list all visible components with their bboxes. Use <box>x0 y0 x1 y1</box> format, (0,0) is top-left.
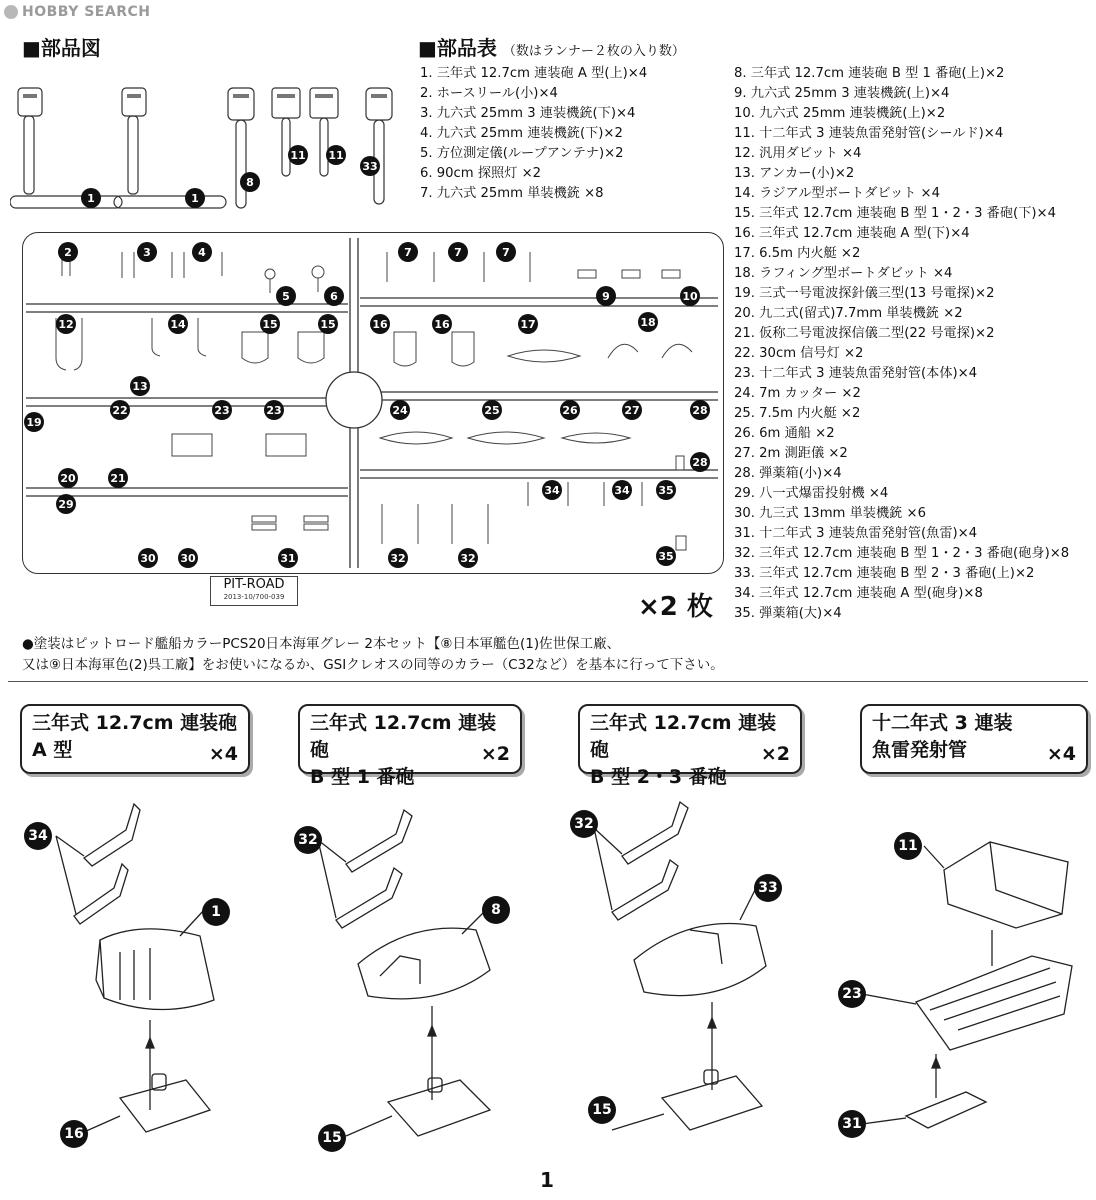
part-number-badge: 29 <box>56 494 76 514</box>
part-number-badge: 13 <box>130 376 150 396</box>
assembly-title: 三年式 12.7cm 連装砲 <box>310 712 497 761</box>
part-number-badge: 33 <box>754 874 782 902</box>
parts-list-item: 14. ラジアル型ボートダビット ×4 <box>734 186 940 201</box>
part-number-badge: 15 <box>588 1096 616 1124</box>
runner-count: ×2 枚 <box>638 592 713 622</box>
parts-list-item: 10. 九六式 25mm 連装機銃(上)×2 <box>734 106 946 121</box>
part-number-badge: 7 <box>398 242 418 262</box>
part-number-badge: 16 <box>432 314 452 334</box>
part-number-badge: 5 <box>276 286 296 306</box>
part-number-badge: 28 <box>690 452 710 472</box>
part-number-badge: 32 <box>294 826 322 854</box>
assembly-subtitle: 魚雷発射管 <box>872 739 968 761</box>
parts-list-item: 28. 弾薬箱(小)×4 <box>734 466 842 481</box>
parts-list-item: 2. ホースリール(小)×4 <box>420 86 558 101</box>
assembly-title: 十二年式 3 連装 <box>872 712 1013 734</box>
part-number-badge: 1 <box>81 188 101 208</box>
parts-list-item: 7. 九六式 25mm 単装機銃 ×8 <box>420 186 604 201</box>
parts-list-item: 20. 九二式(留式)7.7mm 単装機銃 ×2 <box>734 306 963 321</box>
part-number-badge: 26 <box>560 400 580 420</box>
parts-list-item: 23. 十二年式 3 連装魚雷発射管(本体)×4 <box>734 366 978 381</box>
part-number-badge: 6 <box>324 286 344 306</box>
watermark-text: HOBBY SEARCH <box>22 4 151 20</box>
part-number-badge: 16 <box>370 314 390 334</box>
section-divider <box>8 681 1088 682</box>
part-number-badge: 35 <box>656 546 676 566</box>
part-number-badge: 16 <box>60 1120 88 1148</box>
parts-list-item: 34. 三年式 12.7cm 連装砲 A 型(砲身)×8 <box>734 586 983 601</box>
parts-list-item: 5. 方位測定儀(ループアンテナ)×2 <box>420 146 624 161</box>
part-number-badge: 25 <box>482 400 502 420</box>
parts-list-item: 21. 仮称二号電波探信儀二型(22 号電探)×2 <box>734 326 995 341</box>
part-number-badge: 19 <box>24 412 44 432</box>
part-number-badge: 23 <box>264 400 284 420</box>
loose-parts-drawing <box>10 78 410 218</box>
parts-list-item: 27. 2m 測距儀 ×2 <box>734 446 848 461</box>
assembly-subtitle: B 型 1 番砲 <box>310 766 415 788</box>
part-number-badge: 32 <box>388 548 408 568</box>
runner-tag-code: 2013-10/700-039 <box>223 593 285 601</box>
part-number-badge: 9 <box>596 286 616 306</box>
part-number-badge: 1 <box>202 898 230 926</box>
part-number-badge: 15 <box>318 314 338 334</box>
part-number-badge: 32 <box>458 548 478 568</box>
part-number-badge: 20 <box>58 468 78 488</box>
part-number-badge: 22 <box>110 400 130 420</box>
part-number-badge: 17 <box>518 314 538 334</box>
assembly-qty: ×2 <box>760 743 790 765</box>
part-number-badge: 3 <box>137 242 157 262</box>
paint-note-line-1: ●塗装はピットロード艦船カラーPCS20日本海軍グレー 2本セット【⑧日本軍艦色(1)佐世保工廠、 <box>22 636 621 652</box>
parts-list-item: 3. 九六式 25mm 3 連装機銃(下)×4 <box>420 106 636 121</box>
parts-list-item: 35. 弾薬箱(大)×4 <box>734 606 842 621</box>
part-number-badge: 30 <box>178 548 198 568</box>
part-number-badge: 15 <box>318 1124 346 1152</box>
part-number-badge: 2 <box>58 242 78 262</box>
part-number-badge: 8 <box>482 896 510 924</box>
part-number-badge: 23 <box>838 980 866 1008</box>
assembly-title: 三年式 12.7cm 連装砲 <box>590 712 777 761</box>
runner-name-tag <box>210 576 298 606</box>
parts-list-item: 29. 八一式爆雷投射機 ×4 <box>734 486 889 501</box>
part-number-badge: 27 <box>622 400 642 420</box>
part-number-badge: 21 <box>108 468 128 488</box>
part-number-badge: 14 <box>168 314 188 334</box>
page-number: 1 <box>540 1168 554 1192</box>
parts-list-item: 19. 三式一号電波探針儀三型(13 号電探)×2 <box>734 286 995 301</box>
assembly-box-b-type-23 <box>578 704 802 788</box>
parts-list-item: 16. 三年式 12.7cm 連装砲 A 型(下)×4 <box>734 226 970 241</box>
parts-list-item: 17. 6.5m 内火艇 ×2 <box>734 246 861 261</box>
parts-list-item: 1. 三年式 12.7cm 連装砲 A 型(上)×4 <box>420 66 648 81</box>
parts-list-item: 8. 三年式 12.7cm 連装砲 B 型 1 番砲(上)×2 <box>734 66 1005 81</box>
part-number-badge: 7 <box>448 242 468 262</box>
part-number-badge: 11 <box>288 145 308 165</box>
parts-list-item: 25. 7.5m 内火艇 ×2 <box>734 406 861 421</box>
part-number-badge: 4 <box>192 242 212 262</box>
parts-list-left <box>420 64 647 204</box>
part-number-badge: 10 <box>680 286 700 306</box>
part-number-badge: 7 <box>496 242 516 262</box>
parts-list-item: 33. 三年式 12.7cm 連装砲 B 型 2・3 番砲(上)×2 <box>734 566 1035 581</box>
assembly-box-torpedo <box>860 704 1088 774</box>
part-number-badge: 31 <box>278 548 298 568</box>
parts-list-item: 15. 三年式 12.7cm 連装砲 B 型 1・2・3 番砲(下)×4 <box>734 206 1056 221</box>
watermark <box>4 4 150 20</box>
part-number-badge: 12 <box>56 314 76 334</box>
part-number-badge: 34 <box>542 480 562 500</box>
part-number-badge: 11 <box>326 145 346 165</box>
parts-list-item: 13. アンカー(小)×2 <box>734 166 855 181</box>
parts-list-subtitle: （数はランナー２枚の入り数） <box>502 44 685 59</box>
runner-tag-label: PIT-ROAD <box>223 577 285 592</box>
part-number-badge: 31 <box>838 1110 866 1138</box>
part-number-badge: 35 <box>656 480 676 500</box>
paint-note-line-2: 又は⑨日本海軍色(2)呉工廠】をお使いになるか、GSIクレオスの同等のカラー（C32など）を基本に行って下さい。 <box>22 657 724 673</box>
part-number-badge: 23 <box>212 400 232 420</box>
parts-list-item: 9. 九六式 25mm 3 連装機銃(上)×4 <box>734 86 950 101</box>
assembly-subtitle: B 型 2・3 番砲 <box>590 766 727 788</box>
parts-list-item: 11. 十二年式 3 連装魚雷発射管(シールド)×4 <box>734 126 1004 141</box>
parts-list-item: 30. 九三式 13mm 単装機銃 ×6 <box>734 506 926 521</box>
parts-list-item: 31. 十二年式 3 連装魚雷発射管(魚雷)×4 <box>734 526 978 541</box>
part-number-badge: 11 <box>894 832 922 860</box>
parts-diagram-title: ■部品図 <box>22 36 101 60</box>
assembly-title: 三年式 12.7cm 連装砲 <box>32 712 238 734</box>
parts-list-item: 24. 7m カッター ×2 <box>734 386 861 401</box>
parts-list-item: 4. 九六式 25mm 連装機銃(下)×2 <box>420 126 623 141</box>
part-number-badge: 33 <box>360 156 380 176</box>
parts-list-right <box>734 64 1069 624</box>
part-number-badge: 28 <box>690 400 710 420</box>
part-number-badge: 18 <box>638 312 658 332</box>
assembly-qty: ×2 <box>480 743 510 765</box>
parts-list-item: 6. 90cm 探照灯 ×2 <box>420 166 542 181</box>
assembly-qty: ×4 <box>208 743 238 765</box>
part-number-badge: 1 <box>185 188 205 208</box>
part-number-badge: 8 <box>240 172 260 192</box>
parts-list-item: 18. ラフィング型ボートダビット ×4 <box>734 266 953 281</box>
part-number-badge: 34 <box>612 480 632 500</box>
assembly-box-b-type-1 <box>298 704 522 788</box>
part-number-badge: 30 <box>138 548 158 568</box>
parts-list-heading <box>418 32 685 61</box>
assembly-qty: ×4 <box>1046 743 1076 765</box>
parts-list-item: 22. 30cm 信号灯 ×2 <box>734 346 864 361</box>
parts-list-title: ■部品表 <box>418 36 497 60</box>
part-number-badge: 34 <box>24 822 52 850</box>
part-number-badge: 24 <box>390 400 410 420</box>
assembly-drawings <box>0 780 1096 1160</box>
assembly-box-a-type <box>20 704 250 774</box>
parts-list-item: 12. 汎用ダビット ×4 <box>734 146 862 161</box>
part-number-badge: 32 <box>570 810 598 838</box>
assembly-subtitle: A 型 <box>32 739 73 761</box>
logo-icon <box>4 5 18 19</box>
parts-list-item: 26. 6m 通船 ×2 <box>734 426 835 441</box>
part-number-badge: 15 <box>260 314 280 334</box>
parts-list-item: 32. 三年式 12.7cm 連装砲 B 型 1・2・3 番砲(砲身)×8 <box>734 546 1070 561</box>
